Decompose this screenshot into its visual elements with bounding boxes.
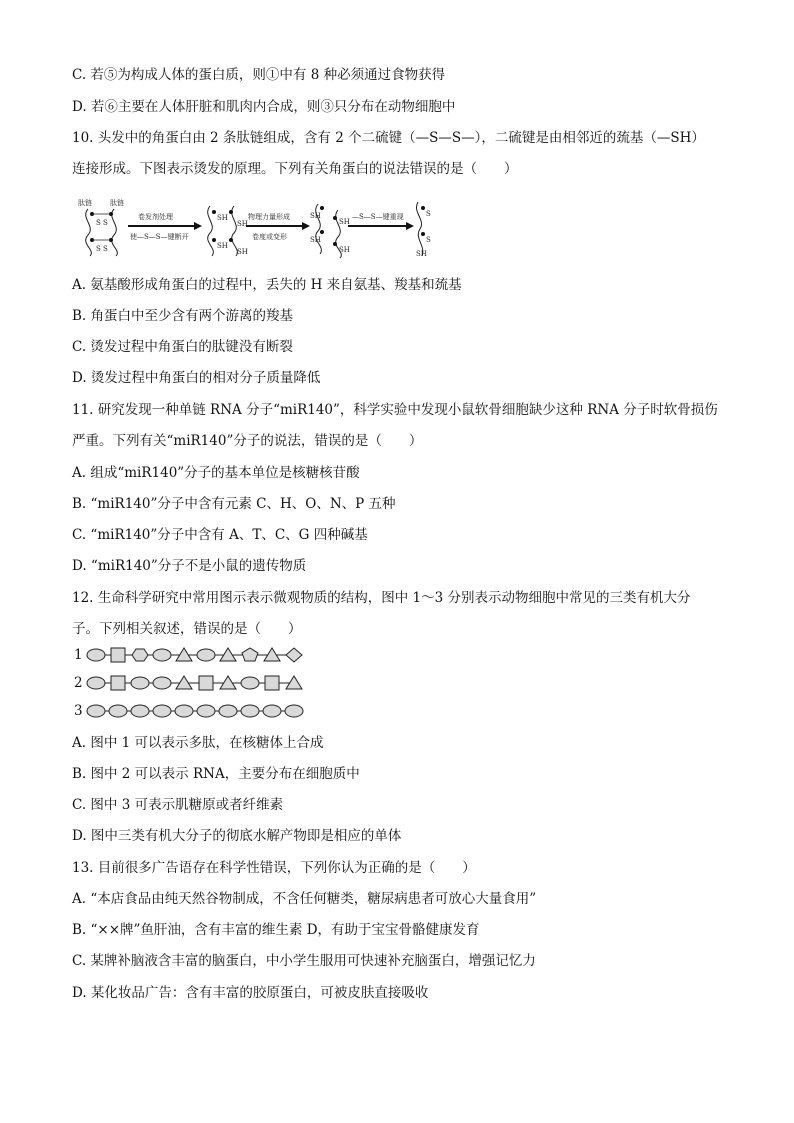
monomer-ellipse (241, 705, 259, 717)
svg-text:S: S (96, 219, 101, 227)
question-11-option-c: C. “miR140”分子中含有 A、T、C、G 四种碱基 (72, 527, 368, 543)
chain-label-2: 肽链 (110, 199, 124, 207)
question-13-stem: 13. 目前很多广告语存在科学性错误，下列你认为正确的是（ ） (72, 860, 476, 876)
monomer-ellipse (131, 705, 149, 717)
question-11-option-d: D. “miR140”分子不是小鼠的遗传物质 (72, 558, 307, 574)
chain-1 (87, 648, 302, 662)
question-11-option-b: B. “miR140”分子中含有元素 C、H、O、N、P 五种 (72, 496, 396, 512)
chain-label-2: 2 (74, 675, 83, 691)
question-12-option-b: B. 图中 2 可以表示 RNA，主要分布在细胞质中 (72, 766, 360, 782)
monomer-ellipse (87, 677, 105, 689)
svg-text:SH: SH (310, 236, 321, 244)
svg-text:SH: SH (310, 212, 321, 220)
question-11-option-a: A. 组成“miR140”分子的基本单位是核糖核苷酸 (72, 465, 360, 481)
chain-3 (87, 705, 303, 717)
question-9-option-c: C. 若⑤为构成人体的蛋白质，则①中有 8 种必须通过食物获得 (72, 67, 446, 83)
monomer-square (111, 676, 125, 690)
svg-text:S: S (103, 219, 108, 227)
question-12-stem-line1: 12. 生命科学研究中常用图示表示微观物质的结构，图中 1～3 分别表示动物细胞中常见的三类有机大分 (72, 590, 691, 606)
question-11-stem-line1: 11. 研究发现一种单链 RNA 分子“miR140”，科学实验中发现小鼠软骨细胞缺少这种 RNA 分子时软骨损伤 (72, 402, 718, 418)
monomer-square (199, 676, 213, 690)
svg-text:SH: SH (237, 248, 248, 256)
question-10-option-a: A. 氨基酸形成角蛋白的过程中，丢失的 H 来自氨基、羧基和巯基 (72, 277, 462, 293)
chain-label-1: 肽链 (78, 199, 92, 207)
question-13-option-b: B. “××牌”鱼肝油，含有丰富的维生素 D，有助于宝宝骨骼健康发育 (72, 922, 480, 938)
macromolecule-chains-figure (86, 644, 312, 724)
arrow-2-bottom-label: 卷度或变形 (252, 233, 287, 241)
monomer-ellipse (263, 705, 281, 717)
monomer-ellipse (87, 705, 105, 717)
monomer-pentagon (242, 648, 258, 661)
monomer-ellipse (285, 705, 303, 717)
arrow-1-bottom-label: 使—S—S—键断开 (130, 233, 189, 241)
stage-4-chains (416, 202, 431, 258)
monomer-ellipse (197, 705, 215, 717)
perm-principle-diagram (76, 196, 436, 260)
monomer-ellipse (109, 705, 127, 717)
question-10-option-c: C. 烫发过程中角蛋白的肽键没有断裂 (72, 339, 293, 355)
monomer-ellipse (131, 677, 149, 689)
question-13-option-d: D. 某化妆品广告：含有丰富的胶原蛋白，可被皮肤直接吸收 (72, 985, 429, 1001)
arrow-2 (246, 212, 310, 241)
arrow-1-top-label: 卷发剂处理 (138, 213, 173, 221)
arrow-2-top-label: 物理力量形成 (248, 213, 290, 221)
svg-text:S: S (96, 245, 101, 253)
stage-3-chains (310, 204, 350, 258)
svg-text:SH: SH (217, 214, 228, 222)
question-10-stem-line2: 连接形成。下图表示烫发的原理。下列有关角蛋白的说法错误的是（ ） (72, 161, 518, 177)
svg-text:SH: SH (217, 242, 228, 250)
question-11-stem-line2: 严重。下列有关“miR140”分子的说法，错误的是（ ） (72, 433, 423, 449)
chain-label-3: 3 (74, 703, 83, 719)
question-12-option-c: C. 图中 3 可表示肌糖原或者纤维素 (72, 797, 284, 813)
monomer-ellipse (153, 705, 171, 717)
question-10-option-d: D. 烫发过程中角蛋白的相对分子质量降低 (72, 370, 321, 386)
stage-2-chains (208, 206, 248, 256)
monomer-ellipse (197, 649, 215, 661)
question-12-stem-line2: 子。下列相关叙述，错误的是（ ） (72, 621, 302, 637)
svg-text:SH: SH (339, 246, 350, 254)
monomer-square (265, 676, 279, 690)
monomer-ellipse (219, 705, 237, 717)
svg-text:S: S (103, 245, 108, 253)
monomer-ellipse (153, 649, 171, 661)
question-10-option-b: B. 角蛋白中至少含有两个游离的羧基 (72, 308, 294, 324)
chain-label-1: 1 (74, 647, 83, 663)
monomer-hexagon (132, 649, 148, 661)
svg-text:S: S (426, 210, 431, 218)
monomer-ellipse (87, 649, 105, 661)
monomer-ellipse (241, 677, 259, 689)
question-13-option-a: A. “本店食品由纯天然谷物制成，不含任何糖类，糖尿病患者可放心大量食用” (72, 891, 537, 907)
question-10-stem-line1: 10. 头发中的角蛋白由 2 条肽链组成，含有 2 个二硫键（—S—S—），二硫键是由相邻近的巯基（—SH） (72, 130, 705, 146)
arrow-1 (128, 212, 202, 241)
arrow-3-top-label: —S—S—键重现 (352, 213, 404, 221)
stage-1-chains (78, 198, 124, 256)
chain-2 (87, 676, 302, 690)
arrow-3 (348, 212, 414, 230)
svg-text:SH: SH (339, 218, 350, 226)
question-12-option-a: A. 图中 1 可以表示多肽，在核糖体上合成 (72, 735, 324, 751)
monomer-diamond (286, 648, 302, 662)
question-12-option-d: D. 图中三类有机大分子的彻底水解产物即是相应的单体 (72, 828, 402, 844)
question-13-option-c: C. 某牌补脑液含丰富的脑蛋白，中小学生服用可快速补充脑蛋白，增强记忆力 (72, 953, 536, 969)
svg-text:SH: SH (237, 220, 248, 228)
svg-text:SH: SH (416, 250, 427, 258)
monomer-square (111, 648, 125, 662)
monomer-ellipse (153, 677, 171, 689)
svg-text:S: S (426, 236, 431, 244)
monomer-ellipse (175, 705, 193, 717)
question-9-option-d: D. 若⑥主要在人体肝脏和肌肉内合成，则③只分布在动物细胞中 (72, 99, 456, 115)
